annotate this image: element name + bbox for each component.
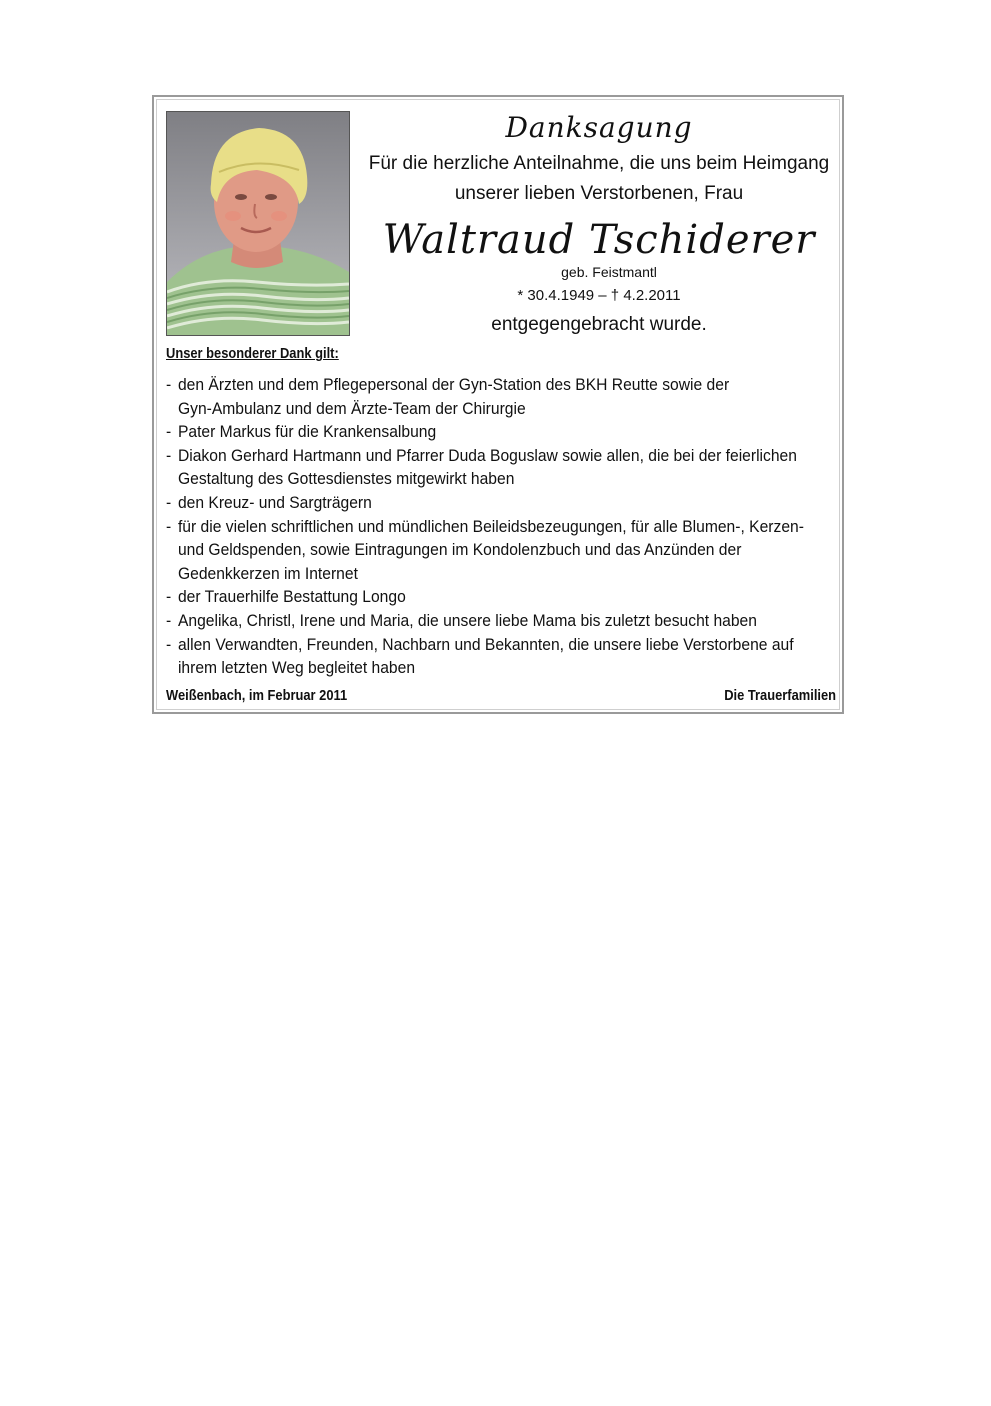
list-item: [166, 515, 842, 586]
dash: -: [166, 422, 172, 442]
deceased-name: Waltraud Tschiderer: [382, 217, 816, 263]
closing-line: entgegengebracht wurde.: [491, 314, 707, 335]
list-item: [166, 585, 842, 609]
intro-line-2: unserer lieben Verstorbenen, Frau: [454, 183, 744, 204]
list-item: [166, 444, 842, 491]
signature-families: Die Trauerfamilien: [724, 687, 836, 704]
thanks-heading: Unser besonderer Dank gilt:: [166, 345, 339, 362]
list-item-line: Diakon Gerhard Hartmann und Pfarrer Duda Boguslaw sowie allen, die bei der feierlichen: [177, 445, 797, 465]
dash: -: [166, 634, 172, 654]
maiden-name: geb. Feistmantl: [561, 264, 657, 280]
notice-header: [364, 107, 834, 341]
list-item-line: der Trauerhilfe Bestattung Longo: [177, 587, 406, 607]
list-item-line: allen Verwandten, Freunden, Nachbarn und Bekannten, die unsere liebe Verstorbene auf: [177, 634, 794, 654]
list-item-line: den Ärzten und dem Pflegepersonal der Gyn-Station des BKH Reutte sowie der: [177, 375, 730, 394]
list-item: [166, 373, 842, 420]
list-item: [166, 609, 842, 633]
portrait-illustration: [167, 112, 349, 335]
dash: -: [166, 492, 172, 512]
obituary-notice: [152, 95, 844, 714]
dash: -: [166, 610, 172, 630]
list-item-line: für die vielen schriftlichen und mündlichen Beileidsbezeugungen, für alle Blumen-, Kerzen-: [177, 516, 804, 536]
list-item-line: Gyn-Ambulanz und dem Ärzte-Team der Chirurgie: [177, 398, 526, 418]
portrait-photo: [166, 111, 350, 336]
place-and-date: Weißenbach, im Februar 2011: [166, 687, 348, 704]
thanks-list: [166, 373, 834, 680]
dash: -: [166, 516, 172, 536]
dash: -: [166, 445, 172, 465]
list-item-line: Gedenkkerzen im Internet: [177, 563, 358, 583]
dash: -: [166, 375, 172, 394]
list-item: [166, 420, 842, 444]
list-item-line: Angelika, Christl, Irene und Maria, die unsere liebe Mama bis zuletzt besucht haben: [177, 610, 757, 630]
list-item: [166, 491, 842, 515]
list-item: [166, 633, 842, 680]
list-item-line: Pater Markus für die Krankensalbung: [177, 422, 437, 442]
life-dates: * 30.4.1949 – † 4.2.2011: [517, 287, 681, 304]
list-item-line: den Kreuz- und Sargträgern: [177, 492, 372, 512]
list-item-line: und Geldspenden, sowie Eintragungen im Kondolenzbuch und das Anzünden der: [177, 540, 742, 560]
dash: -: [166, 587, 172, 607]
list-item-line: ihrem letzten Weg begleitet haben: [177, 658, 416, 678]
intro-line-1: Für die herzliche Anteilnahme, die uns beim Heimgang: [368, 153, 830, 174]
list-item-line: Gestaltung des Gottesdienstes mitgewirkt haben: [177, 469, 515, 489]
notice-title: Danksagung: [505, 111, 693, 144]
